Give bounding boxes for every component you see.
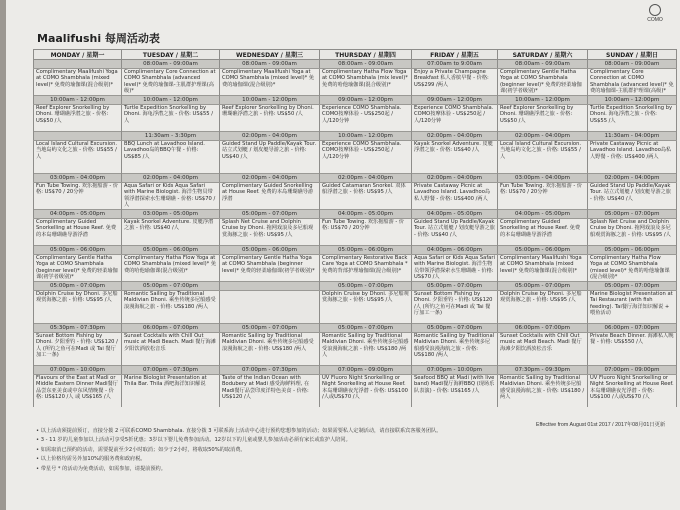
activity-row xyxy=(34,105,677,132)
activity-cell: Turtle Expedition Snorkelling by Dhoni. 海龟浮潜之旅 - 价格: US$55 /人 xyxy=(122,105,220,132)
activity-cell: Complimentary Hatha Flow Yoga at COMO Shambhala (mixed level)* 免费的哈他瑜伽课(混合级别)* xyxy=(588,255,677,282)
activity-cell: Taste of the Indian Ocean with Bodubery at Madi 感受海鲜料理, 在Madi餐厅品尝印度洋特色美食 - 价格: US$120 /人 xyxy=(220,375,320,408)
footer-note: • 以上价格均需另外加10%的服务费和政府税。 xyxy=(36,456,146,463)
time-slot-cell: 05:00pm - 07:00pm xyxy=(34,282,122,291)
time-slot-cell: 02:00pm - 04:00pm xyxy=(220,132,320,141)
time-slot-cell: 05:00pm - 06:00pm xyxy=(320,246,412,255)
como-logo xyxy=(638,4,672,23)
activity-cell: Fun Tube Towing. 欢乐拖船游 - 价格: US$70 / 20分钟 xyxy=(498,183,588,210)
footer-note: • 如需取消已预约的活动，需要提前至少2小时取消；如少于2小时，将收取50%的取消费。 xyxy=(36,446,246,453)
time-slot-cell: 05:00pm - 07:00pm xyxy=(412,324,498,333)
time-slot-cell: 03:00pm - 04:00pm xyxy=(498,174,588,183)
time-slot-cell: 04:00pm - 05:00pm xyxy=(412,210,498,219)
time-slot-cell: 07:30pm - 09:30pm xyxy=(498,366,588,375)
time-slot-cell: 07:00pm - 07:30pm xyxy=(122,366,220,375)
time-slot-cell: 05:00pm - 07:00pm xyxy=(320,324,412,333)
time-slot-cell: 06:00pm - 07:00pm xyxy=(498,324,588,333)
activity-cell: Flavours of the East at Madi or Middle Eastern Dinner Madi餐厅品尝东亚美食或中东风情晚餐 - 价格: US$120 /人 或 US$165 /人 xyxy=(34,375,122,408)
activity-cell: Guided Stand Up Paddle/Kayak Tour. 站立式划艇 / 划皮艇导游之旅 - 价格: US$40 /人 xyxy=(588,183,677,210)
time-slot-cell: 08:00am - 09:00am xyxy=(588,60,677,69)
time-slot-cell: 08:00am - 09:00am xyxy=(498,60,588,69)
effective-date: Effective from August 01st 2017 / 2017年08月01日更新 xyxy=(536,422,666,428)
activity-cell: Aqua Safari or Kids Aqua Safari with Marine Biologist. 海洋生物员带领浮潜探索水生珊瑚礁 - 价格: US$70 /人 xyxy=(122,183,220,210)
time-slot-cell: 11:30am - 3:30pm xyxy=(122,132,220,141)
time-row xyxy=(34,174,677,183)
activity-cell: Sunset Cocktails with Chill Out music at Madi Beach. Madi 餐厅海滩夕阳饮酒放松音乐 xyxy=(498,333,588,366)
activity-cell: Complimentary Gentle Hatha Yoga at COMO Shambhala (beginner level)* 免费的轻柔瑜伽课(初学者级别)* xyxy=(498,69,588,96)
activity-cell: Splash Net Cruise and Dolphin Cruise by Dhoni. 拖网戏浪及多尼船观赏海豚之旅 - 价格: US$95 /人 xyxy=(588,219,677,246)
activity-cell: Complimentary Gentle Hatha Yoga at COMO Shambhala (beginner level)* 免费的轻柔瑜伽课(初学者级别)* xyxy=(34,255,122,282)
time-slot-cell: 05:00pm - 07:00pm xyxy=(588,210,677,219)
activity-row xyxy=(34,375,677,408)
time-slot-cell: 02:00pm - 04:00pm xyxy=(220,174,320,183)
time-slot-cell: 07:00pm - 07:30pm xyxy=(220,366,320,375)
time-slot-cell: 08:00am - 09:00am xyxy=(320,60,412,69)
footer-note: • 以上活动须提前预订，直接分拨 2 可联系COMO Shambhala. 直接分拨 3 可联系海上活动中心进行预约您想参加的活动；如果需要私人定制活动，请直接联系宾客服务团队。 xyxy=(36,428,442,434)
time-slot-cell: 04:00pm - 05:00pm xyxy=(34,210,122,219)
activity-cell: UV Fluoro Night Snorkelling or Night Snorkelling at House Reef. 本岛珊瑚礁夜光浮潜 - 价格: US$100 /人或US$70 /人 xyxy=(320,375,412,408)
time-slot-cell: 10:00am - 12:00pm xyxy=(122,96,220,105)
time-slot-cell: 08:00am - 09:00am xyxy=(122,60,220,69)
activity-cell: Local Island Cultural Excursion. 当地岛屿文化之旅 - 价格: US$55 /人 xyxy=(34,141,122,174)
time-row xyxy=(34,132,677,141)
activity-cell: Complimentary Guided Snorkelling at House Reef. 免费的本岛珊瑚礁导游浮潜 xyxy=(220,183,320,210)
day-header-saturday: SATURDAY / 星期六 xyxy=(498,50,588,60)
activity-cell: Sunset Cocktails with Chill Out music at Madi Beach. Madi 餐厅海滩夕阳饮酒放松音乐 xyxy=(122,333,220,366)
activity-cell: Fun Tube Towing. 欢乐拖船游 - 价格: US$70 / 20分钟 xyxy=(320,219,412,246)
activity-cell: Reef Explorer Snorkelling by Dhoni. 珊瑚礁浮潜之旅 - 价格: US$50 /人 xyxy=(220,105,320,132)
time-slot-cell: 05:00pm - 06:00pm xyxy=(122,246,220,255)
time-slot-cell: 10:00am - 12:00pm xyxy=(34,96,122,105)
como-logo-icon xyxy=(649,4,661,16)
time-slot-cell: 04:00pm - 05:00pm xyxy=(498,210,588,219)
day-header-monday: MONDAY / 星期一 xyxy=(34,50,122,60)
activity-row xyxy=(34,333,677,366)
activity-cell: Romantic Sailing by Traditional Maldivian Dhoni. 乘坐传统多尼船感受浪漫海航之旅 - 价格: US$180 /两人 xyxy=(122,291,220,324)
time-slot-cell: 02:00pm - 04:00pm xyxy=(498,132,588,141)
activity-cell: Romantic Sailing by Traditional Maldivian Dhoni. 乘坐传统多尼船感受浪漫海航之旅 - 价格: US$180 /两人 xyxy=(220,333,320,366)
time-slot-cell: 05:00pm - 07:00pm xyxy=(122,282,220,291)
activity-row xyxy=(34,141,677,174)
weekly-schedule-table xyxy=(33,49,677,407)
time-slot-cell xyxy=(34,60,122,69)
activity-cell: Dolphin Cruise by Dhoni. 多尼船观赏海豚之旅 - 价格: US$95 /人 xyxy=(34,291,122,324)
activity-cell: Seafood BBQ at Madi (with live band) Madi餐厅海鲜BBQ (现场乐队表演) - 价格: US$165 /人 xyxy=(412,375,498,408)
time-slot-cell: 05:00pm - 06:00pm xyxy=(588,246,677,255)
time-slot-cell: 05:00pm - 06:00pm xyxy=(34,246,122,255)
time-slot-cell: 05:30pm - 07:30pm xyxy=(34,324,122,333)
time-slot-cell: 06:00pm - 07:00pm xyxy=(122,324,220,333)
day-header-row xyxy=(34,50,677,60)
time-slot-cell: 05:00pm - 07:00pm xyxy=(412,282,498,291)
time-slot-cell: 04:00pm - 05:00pm xyxy=(320,210,412,219)
activity-cell: Kayak Snorkel Adventure. 皮艇浮潜之旅 - 价格: US$40 /人 xyxy=(412,141,498,174)
activity-cell: Dolphin Cruise by Dhoni. 多尼船观赏海豚之旅 - 价格: US$95 /人 xyxy=(320,291,412,324)
activity-cell: Guided Catamaran Snorkel. 双体船浮潜之旅 - 价格: US$95 /人 xyxy=(320,183,412,210)
page-title: Maalifushi 每周活动表 xyxy=(37,32,160,45)
footer-note: • 3 - 11 岁的儿童参加以上活动可享受5折优惠；3岁以下婴儿免费参加活动。12岁以下的儿童或婴儿参加活动必须有家长或监护人陪同。 xyxy=(36,437,351,444)
time-slot-cell: 05:00pm - 07:00pm xyxy=(588,282,677,291)
time-slot-cell: 09:00am - 12:00pm xyxy=(412,96,498,105)
time-row xyxy=(34,324,677,333)
activity-cell: Complimentary Guided Snorkelling at House Reef. 免费的本岛珊瑚礁导游浮潜 xyxy=(498,219,588,246)
day-header-wednesday: WEDNESDAY / 星期三 xyxy=(220,50,320,60)
time-slot-cell: 06:00pm - 07:00pm xyxy=(588,324,677,333)
time-slot-cell: 05:00pm - 07:00pm xyxy=(220,324,320,333)
time-row xyxy=(34,210,677,219)
time-slot-cell: 03:00pm - 04:00pm xyxy=(34,174,122,183)
activity-cell: Dolphin Cruise by Dhoni. 多尼船观赏海豚之旅 - 价格: US$95 /人 xyxy=(498,291,588,324)
activity-cell: Romantic Sailing by Traditional Maldivian Dhoni. 乘坐传统多尼船感受浪漫海航之旅 - 价格: US$180 /两人 xyxy=(320,333,412,366)
activity-cell: Guided Stand Up Paddle/Kayak Tour. 站立式划艇 / 划皮艇导游之旅 - 价格: US$40 /人 xyxy=(220,141,320,174)
time-slot-cell: 05:00pm - 06:00pm xyxy=(498,246,588,255)
time-slot-cell xyxy=(220,282,320,291)
day-header-sunday: SUNDAY / 星期日 xyxy=(588,50,677,60)
schedule-body xyxy=(34,60,677,408)
time-slot-cell: 10:00am - 12:00pm xyxy=(498,96,588,105)
time-slot-cell: 10:00am - 12:00pm xyxy=(320,132,412,141)
time-slot-cell: 07:00pm - 10:00pm xyxy=(34,366,122,375)
time-slot-cell: 03:00pm - 05:00pm xyxy=(122,210,220,219)
time-slot-cell: 04:00pm - 06:00pm xyxy=(412,246,498,255)
footer-note: • 带星号 * 的活动为免费活动，如需参加，请提前预约。 xyxy=(36,465,166,472)
activity-cell xyxy=(220,291,320,324)
time-slot-cell: 02:00pm - 04:00pm xyxy=(588,174,677,183)
activity-cell: Aqua Safari or Kids Aqua Safari with Marine Biologist. 海洋生物员带领浮潜探索水生珊瑚礁 - 价格: US$70 /人 xyxy=(412,255,498,282)
activity-row xyxy=(34,291,677,324)
activity-cell: Experience COMO Shambhala. COMO按摩体验 - US$250起 /人/120分钟 xyxy=(412,105,498,132)
time-slot-cell: 05:00pm - 07:00pm xyxy=(220,210,320,219)
time-row xyxy=(34,366,677,375)
activity-cell: Guided Stand Up Paddle/Kayak Tour. 站立式划艇 / 划皮艇导游之旅 - 价格: US$40 /人 xyxy=(412,219,498,246)
time-slot-cell: 11:30am - 04:00pm xyxy=(588,132,677,141)
activity-cell: Private Castaway Picnic at Lavadhoo Island. Lavadhoo岛私人野餐 - 价格: US$400 /两人 xyxy=(588,141,677,174)
activity-cell: Kayak Snorkel Adventure. 皮艇浮潜之旅 - 价格: US$40 /人 xyxy=(122,219,220,246)
activity-cell: Complimentary Restorative Back Care Yoga at COMO Shambhala * 免费的背部护理瑜伽课(混合级别)* xyxy=(320,255,412,282)
time-slot-cell: 10:00am - 12:00pm xyxy=(588,96,677,105)
time-slot-cell: 02:00pm - 04:00pm xyxy=(122,174,220,183)
activity-cell: Complimentary Gentle Hatha Yoga at COMO Shambhala (beginner level)* 免费的轻柔瑜伽课(初学者级别)* xyxy=(220,255,320,282)
page-edge-shadow xyxy=(0,0,6,510)
activity-cell: UV Fluoro Night Snorkelling or Night Snorkelling at House Reef. 本岛珊瑚礁夜光浮潜 - 价格: US$100 /人或US$70 /人 xyxy=(588,375,677,408)
activity-cell: Complimentary Maalifushi Yoga at COMO Shambhala (mixed level)* 免费的瑜伽课(混合级别)* xyxy=(498,255,588,282)
time-slot-cell: 07:00am to 9:00am xyxy=(412,60,498,69)
logo-text: COMO xyxy=(647,17,663,23)
activity-cell: Reef Explorer Snorkelling by Dhoni. 珊瑚礁浮潜之旅 - 价格: US$50 /人 xyxy=(34,105,122,132)
time-slot-cell: 07:00pm - 09:00pm xyxy=(320,366,412,375)
activity-cell: Enjoy a Private Champagne Breakfast 私人香槟早餐 - 价格: US$299 /两人 xyxy=(412,69,498,96)
time-slot-cell: 02:00pm - 04:00pm xyxy=(412,132,498,141)
activity-cell: Reef Explorer Snorkelling by Dhoni. 珊瑚礁浮潜之旅 - 价格: US$50 /人 xyxy=(498,105,588,132)
time-slot-cell: 07:00pm - 09:00pm xyxy=(588,366,677,375)
day-header-friday: FRIDAY / 星期五 xyxy=(412,50,498,60)
activity-cell: Marine Biologist Presentation at Thila Bar. Thila 酒吧海洋知识解说 xyxy=(122,375,220,408)
activity-cell: BBQ Lunch at Lavadhoo Island. Lavadhoo岛的BBQ午餐 - 价格: US$85 /人 xyxy=(122,141,220,174)
time-slot-cell xyxy=(34,132,122,141)
activity-cell: Fun Tube Towing. 欢乐拖船游 - 价格: US$70 / 20分钟 xyxy=(34,183,122,210)
time-slot-cell: 05:00pm - 07:00pm xyxy=(498,282,588,291)
activity-cell: Complimentary Maalifushi Yoga at COMO Shambhala (mixed level)* 免费的瑜伽课(混合级别)* xyxy=(220,69,320,96)
day-header-tuesday: TUESDAY / 星期二 xyxy=(122,50,220,60)
activity-row xyxy=(34,219,677,246)
time-row xyxy=(34,282,677,291)
footer-notes xyxy=(36,427,656,474)
activity-cell: Complimentary Maalifushi Yoga at COMO Shambhala (mixed level)* 免费的瑜伽课(混合级别)* xyxy=(34,69,122,96)
activity-cell: Complimentary Hatha Flow Yoga at COMO Shambhala (mixed level)* 免费的哈他瑜伽课(混合级别)* xyxy=(122,255,220,282)
activity-cell: Complimentary Core Connection at COMO Shambhala (advanced level)* 免费的瑜伽课-主肌群护理课(高级)* xyxy=(588,69,677,96)
activity-cell: Sunset Bottom Fishing by Dhoni. 夕阳垂钓 - 价格: US$120 /人 (所钓之鱼可在Madi 或 Tai 餐厅加工一条) xyxy=(34,333,122,366)
activity-row xyxy=(34,69,677,96)
time-row xyxy=(34,246,677,255)
activity-cell: Romantic Sailing by Traditional Maldivian Dhoni. 乘坐传统多尼船感受浪漫海航之旅 - 价格: US$180 /两人 xyxy=(498,375,588,408)
time-slot-cell: 10:00am - 12:00pm xyxy=(220,96,320,105)
day-header-thursday: THURSDAY / 星期四 xyxy=(320,50,412,60)
activity-cell: Private Beach Dinner. 海滩私人晚餐 - 价格: US$550 /人 xyxy=(588,333,677,366)
activity-cell: Splash Net Cruise and Dolphin Cruise by Dhoni. 拖网戏浪及多尼船观赏海豚之旅 - 价格: US$95 /人 xyxy=(220,219,320,246)
activity-cell: Local Island Cultural Excursion. 当地岛屿文化之旅 - 价格: US$55 /人 xyxy=(498,141,588,174)
activity-cell: Turtle Expedition Snorkelling by Dhoni. 海龟浮潜之旅 - 价格: US$55 /人 xyxy=(588,105,677,132)
activity-cell: Experience COMO Shambhala. COMO按摩体验 - US$250起 /人/120分钟 xyxy=(320,141,412,174)
activity-cell: Complimentary Core Connection at COMO Shambhala (advanced level)* 免费的瑜伽课-主肌群护理课(高级)* xyxy=(122,69,220,96)
activity-cell: Romantic Sailing by Traditional Maldivian Dhoni. 乘坐传统多尼船感受浪漫海航之旅 - 价格: US$180 /两人 xyxy=(412,333,498,366)
activity-row xyxy=(34,183,677,210)
time-slot-cell: 05:00pm - 06:00pm xyxy=(220,246,320,255)
activity-cell: Experience COMO Shambhala. COMO按摩体验 - US$250起 /人/120分钟 xyxy=(320,105,412,132)
activity-cell: Marine Biologist Presentation at Tai Restaurant (with fish feeding). Tai餐厅海洋知识解说 + 喂鱼活动 xyxy=(588,291,677,324)
time-row xyxy=(34,96,677,105)
time-slot-cell: 09:00am - 12:00pm xyxy=(320,96,412,105)
activity-cell: Complimentary Guided Snorkelling at House Reef. 免费的本岛珊瑚礁导游浮潜 xyxy=(34,219,122,246)
time-slot-cell: 02:00pm - 04:00pm xyxy=(320,174,412,183)
time-slot-cell: 08:00am - 09:00am xyxy=(220,60,320,69)
time-row xyxy=(34,60,677,69)
activity-cell: Sunset Bottom Fishing by Dhoni. 夕阳垂钓 - 价格: US$120 /人 (所钓之鱼可在Madi 或 Tai 餐厅加工一条) xyxy=(412,291,498,324)
activity-row xyxy=(34,255,677,282)
time-slot-cell: 07:00pm - 10:00pm xyxy=(412,366,498,375)
time-slot-cell: 02:00pm - 04:00pm xyxy=(412,174,498,183)
activity-cell: Complimentary Hatha Flow Yoga at COMO Shambhala (mix level)* 免费的哈他瑜伽课(混合级别)* xyxy=(320,69,412,96)
time-slot-cell: 05:00pm - 07:00pm xyxy=(320,282,412,291)
activity-cell: Private Castaway Picnic at Lavadhoo Island. Lavadhoo岛私人野餐 - 价格: US$400 /两人 xyxy=(412,183,498,210)
